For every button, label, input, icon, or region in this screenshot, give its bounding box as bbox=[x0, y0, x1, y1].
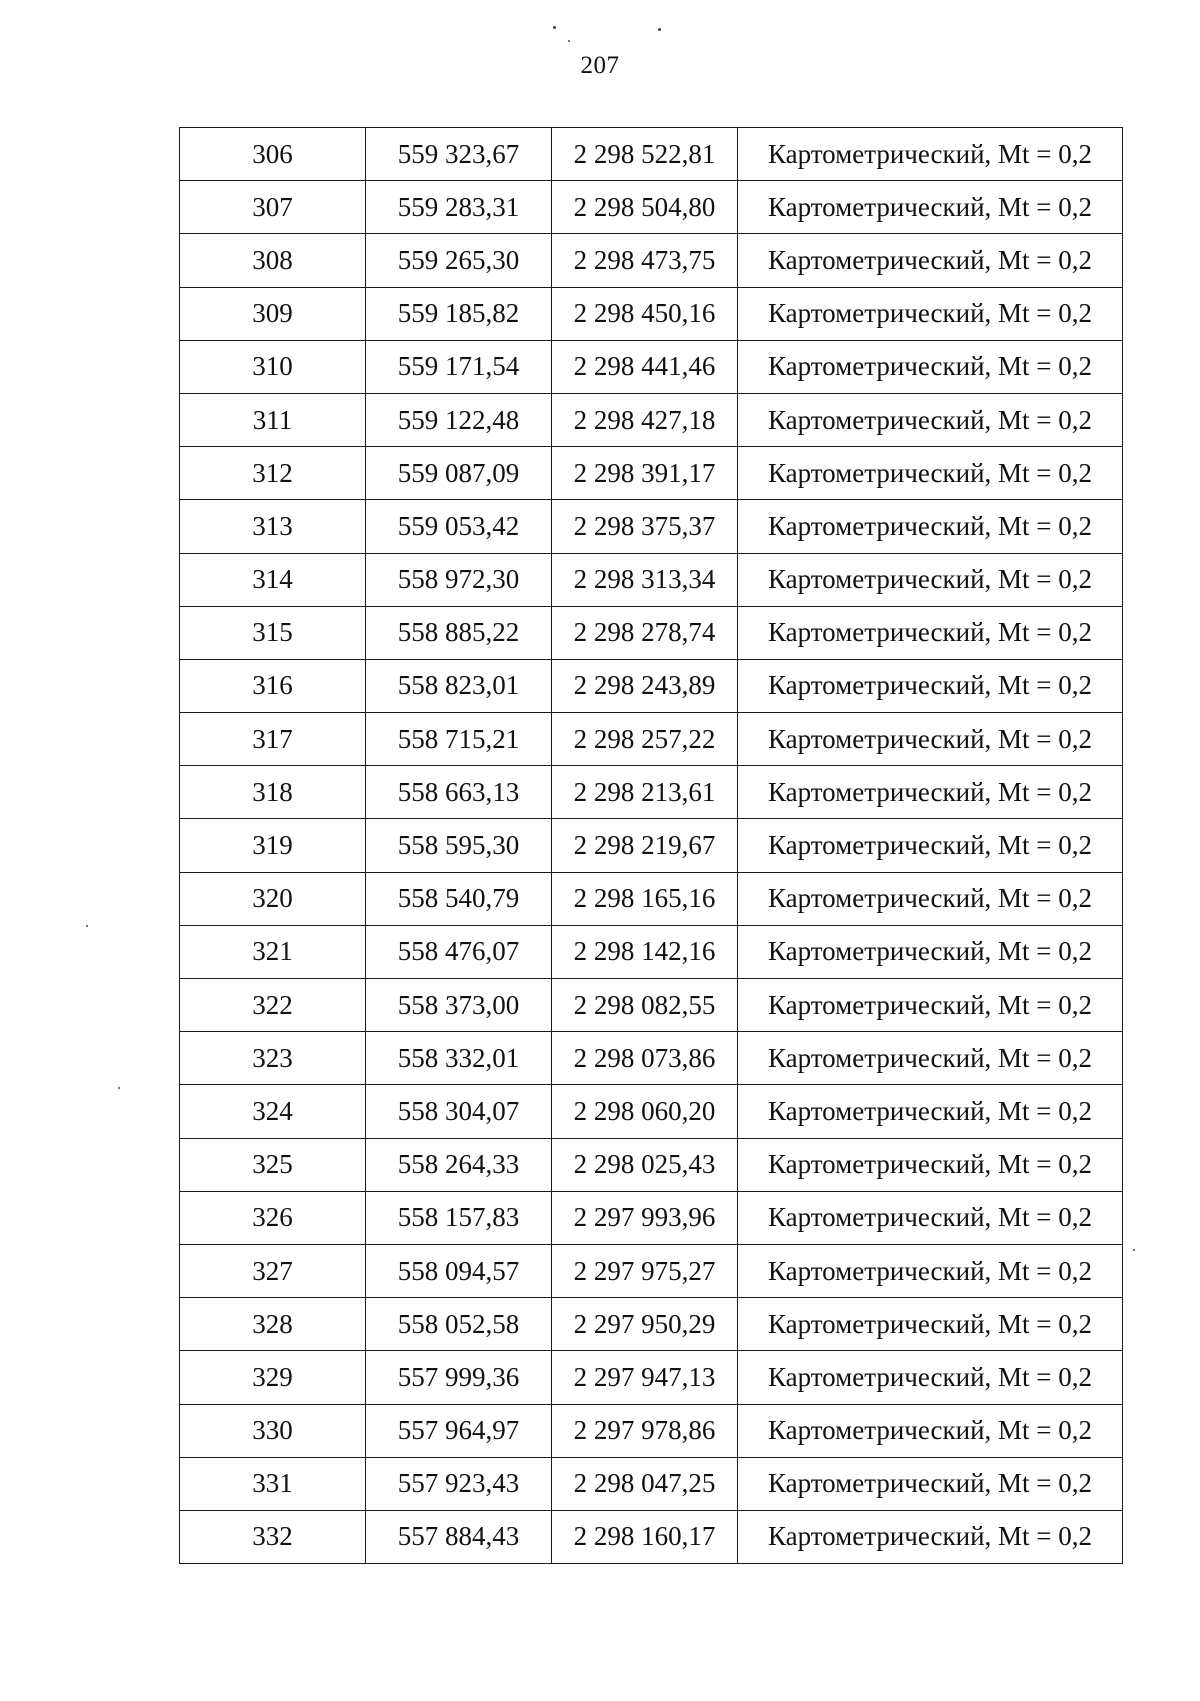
x-coordinate-cell: 558 332,01 bbox=[366, 1032, 552, 1085]
table-row bbox=[180, 1244, 1123, 1297]
table-row bbox=[180, 553, 1123, 606]
point-number-cell: 321 bbox=[180, 925, 366, 978]
y-coordinate-cell: 2 298 213,61 bbox=[552, 766, 738, 819]
table-row bbox=[180, 1138, 1123, 1191]
table-row bbox=[180, 1351, 1123, 1404]
y-coordinate-cell: 2 297 993,96 bbox=[552, 1191, 738, 1244]
y-coordinate-cell: 2 297 978,86 bbox=[552, 1404, 738, 1457]
y-coordinate-cell: 2 298 047,25 bbox=[552, 1457, 738, 1510]
table-row bbox=[180, 1298, 1123, 1351]
table-row bbox=[180, 1191, 1123, 1244]
x-coordinate-cell: 559 323,67 bbox=[366, 128, 552, 181]
point-number-cell: 323 bbox=[180, 1032, 366, 1085]
method-cell: Картометрический, Mt = 0,2 bbox=[738, 819, 1123, 872]
table-row bbox=[180, 606, 1123, 659]
x-coordinate-cell: 558 972,30 bbox=[366, 553, 552, 606]
x-coordinate-cell: 558 094,57 bbox=[366, 1244, 552, 1297]
x-coordinate-cell: 558 885,22 bbox=[366, 606, 552, 659]
point-number-cell: 318 bbox=[180, 766, 366, 819]
x-coordinate-cell: 558 540,79 bbox=[366, 872, 552, 925]
x-coordinate-cell: 559 053,42 bbox=[366, 500, 552, 553]
x-coordinate-cell: 558 264,33 bbox=[366, 1138, 552, 1191]
x-coordinate-cell: 557 923,43 bbox=[366, 1457, 552, 1510]
method-cell: Картометрический, Mt = 0,2 bbox=[738, 1191, 1123, 1244]
x-coordinate-cell: 558 304,07 bbox=[366, 1085, 552, 1138]
method-cell: Картометрический, Mt = 0,2 bbox=[738, 340, 1123, 393]
x-coordinate-cell: 558 663,13 bbox=[366, 766, 552, 819]
y-coordinate-cell: 2 298 313,34 bbox=[552, 553, 738, 606]
table-row bbox=[180, 181, 1123, 234]
x-coordinate-cell: 559 122,48 bbox=[366, 393, 552, 446]
table-row bbox=[180, 234, 1123, 287]
scan-speck bbox=[553, 26, 556, 29]
y-coordinate-cell: 2 298 391,17 bbox=[552, 447, 738, 500]
method-cell: Картометрический, Mt = 0,2 bbox=[738, 606, 1123, 659]
method-cell: Картометрический, Mt = 0,2 bbox=[738, 234, 1123, 287]
table-row bbox=[180, 287, 1123, 340]
method-cell: Картометрический, Mt = 0,2 bbox=[738, 1032, 1123, 1085]
method-cell: Картометрический, Mt = 0,2 bbox=[738, 1404, 1123, 1457]
point-number-cell: 312 bbox=[180, 447, 366, 500]
scan-speck bbox=[118, 1087, 120, 1089]
point-number-cell: 310 bbox=[180, 340, 366, 393]
point-number-cell: 307 bbox=[180, 181, 366, 234]
x-coordinate-cell: 558 373,00 bbox=[366, 979, 552, 1032]
method-cell: Картометрический, Mt = 0,2 bbox=[738, 979, 1123, 1032]
point-number-cell: 326 bbox=[180, 1191, 366, 1244]
scan-speck bbox=[658, 28, 661, 31]
table-row bbox=[180, 713, 1123, 766]
y-coordinate-cell: 2 298 219,67 bbox=[552, 819, 738, 872]
x-coordinate-cell: 558 823,01 bbox=[366, 659, 552, 712]
y-coordinate-cell: 2 298 473,75 bbox=[552, 234, 738, 287]
scan-speck bbox=[86, 925, 88, 927]
method-cell: Картометрический, Mt = 0,2 bbox=[738, 766, 1123, 819]
x-coordinate-cell: 557 884,43 bbox=[366, 1510, 552, 1563]
point-number-cell: 331 bbox=[180, 1457, 366, 1510]
method-cell: Картометрический, Mt = 0,2 bbox=[738, 1351, 1123, 1404]
y-coordinate-cell: 2 298 165,16 bbox=[552, 872, 738, 925]
x-coordinate-cell: 559 283,31 bbox=[366, 181, 552, 234]
x-coordinate-cell: 559 265,30 bbox=[366, 234, 552, 287]
y-coordinate-cell: 2 298 073,86 bbox=[552, 1032, 738, 1085]
x-coordinate-cell: 557 964,97 bbox=[366, 1404, 552, 1457]
x-coordinate-cell: 558 595,30 bbox=[366, 819, 552, 872]
method-cell: Картометрический, Mt = 0,2 bbox=[738, 287, 1123, 340]
point-number-cell: 311 bbox=[180, 393, 366, 446]
method-cell: Картометрический, Mt = 0,2 bbox=[738, 1457, 1123, 1510]
point-number-cell: 315 bbox=[180, 606, 366, 659]
method-cell: Картометрический, Mt = 0,2 bbox=[738, 1138, 1123, 1191]
x-coordinate-cell: 558 476,07 bbox=[366, 925, 552, 978]
point-number-cell: 330 bbox=[180, 1404, 366, 1457]
y-coordinate-cell: 2 298 427,18 bbox=[552, 393, 738, 446]
point-number-cell: 325 bbox=[180, 1138, 366, 1191]
point-number-cell: 320 bbox=[180, 872, 366, 925]
point-number-cell: 319 bbox=[180, 819, 366, 872]
table-row bbox=[180, 1032, 1123, 1085]
x-coordinate-cell: 559 171,54 bbox=[366, 340, 552, 393]
scan-speck bbox=[568, 40, 570, 42]
y-coordinate-cell: 2 298 160,17 bbox=[552, 1510, 738, 1563]
y-coordinate-cell: 2 298 025,43 bbox=[552, 1138, 738, 1191]
table-row bbox=[180, 819, 1123, 872]
table-row bbox=[180, 925, 1123, 978]
coordinates-table bbox=[179, 127, 1123, 1564]
y-coordinate-cell: 2 298 142,16 bbox=[552, 925, 738, 978]
table-row bbox=[180, 1085, 1123, 1138]
point-number-cell: 317 bbox=[180, 713, 366, 766]
method-cell: Картометрический, Mt = 0,2 bbox=[738, 181, 1123, 234]
point-number-cell: 332 bbox=[180, 1510, 366, 1563]
table-row bbox=[180, 872, 1123, 925]
y-coordinate-cell: 2 298 257,22 bbox=[552, 713, 738, 766]
y-coordinate-cell: 2 298 522,81 bbox=[552, 128, 738, 181]
page-number: 207 bbox=[580, 52, 620, 79]
point-number-cell: 308 bbox=[180, 234, 366, 287]
x-coordinate-cell: 558 157,83 bbox=[366, 1191, 552, 1244]
table-row bbox=[180, 1404, 1123, 1457]
point-number-cell: 316 bbox=[180, 659, 366, 712]
point-number-cell: 314 bbox=[180, 553, 366, 606]
y-coordinate-cell: 2 297 950,29 bbox=[552, 1298, 738, 1351]
y-coordinate-cell: 2 298 082,55 bbox=[552, 979, 738, 1032]
point-number-cell: 309 bbox=[180, 287, 366, 340]
method-cell: Картометрический, Mt = 0,2 bbox=[738, 1244, 1123, 1297]
method-cell: Картометрический, Mt = 0,2 bbox=[738, 393, 1123, 446]
x-coordinate-cell: 559 087,09 bbox=[366, 447, 552, 500]
x-coordinate-cell: 557 999,36 bbox=[366, 1351, 552, 1404]
table-row bbox=[180, 979, 1123, 1032]
y-coordinate-cell: 2 298 375,37 bbox=[552, 500, 738, 553]
table-row bbox=[180, 659, 1123, 712]
point-number-cell: 324 bbox=[180, 1085, 366, 1138]
point-number-cell: 327 bbox=[180, 1244, 366, 1297]
table-row bbox=[180, 393, 1123, 446]
coordinates-table-body bbox=[180, 128, 1123, 1564]
y-coordinate-cell: 2 298 243,89 bbox=[552, 659, 738, 712]
x-coordinate-cell: 559 185,82 bbox=[366, 287, 552, 340]
table-row bbox=[180, 1457, 1123, 1510]
table-row bbox=[180, 447, 1123, 500]
method-cell: Картометрический, Mt = 0,2 bbox=[738, 659, 1123, 712]
x-coordinate-cell: 558 715,21 bbox=[366, 713, 552, 766]
y-coordinate-cell: 2 298 450,16 bbox=[552, 287, 738, 340]
method-cell: Картометрический, Mt = 0,2 bbox=[738, 713, 1123, 766]
method-cell: Картометрический, Mt = 0,2 bbox=[738, 872, 1123, 925]
table-row bbox=[180, 500, 1123, 553]
point-number-cell: 306 bbox=[180, 128, 366, 181]
point-number-cell: 313 bbox=[180, 500, 366, 553]
y-coordinate-cell: 2 297 975,27 bbox=[552, 1244, 738, 1297]
y-coordinate-cell: 2 298 441,46 bbox=[552, 340, 738, 393]
method-cell: Картометрический, Mt = 0,2 bbox=[738, 447, 1123, 500]
method-cell: Картометрический, Mt = 0,2 bbox=[738, 500, 1123, 553]
y-coordinate-cell: 2 297 947,13 bbox=[552, 1351, 738, 1404]
y-coordinate-cell: 2 298 278,74 bbox=[552, 606, 738, 659]
table-row bbox=[180, 766, 1123, 819]
method-cell: Картометрический, Mt = 0,2 bbox=[738, 128, 1123, 181]
method-cell: Картометрический, Mt = 0,2 bbox=[738, 1298, 1123, 1351]
y-coordinate-cell: 2 298 060,20 bbox=[552, 1085, 738, 1138]
point-number-cell: 322 bbox=[180, 979, 366, 1032]
scan-speck bbox=[1133, 1249, 1135, 1251]
x-coordinate-cell: 558 052,58 bbox=[366, 1298, 552, 1351]
table-row bbox=[180, 128, 1123, 181]
method-cell: Картометрический, Mt = 0,2 bbox=[738, 925, 1123, 978]
table-row bbox=[180, 340, 1123, 393]
point-number-cell: 328 bbox=[180, 1298, 366, 1351]
method-cell: Картометрический, Mt = 0,2 bbox=[738, 1510, 1123, 1563]
table-row bbox=[180, 1510, 1123, 1563]
method-cell: Картометрический, Mt = 0,2 bbox=[738, 1085, 1123, 1138]
method-cell: Картометрический, Mt = 0,2 bbox=[738, 553, 1123, 606]
point-number-cell: 329 bbox=[180, 1351, 366, 1404]
y-coordinate-cell: 2 298 504,80 bbox=[552, 181, 738, 234]
